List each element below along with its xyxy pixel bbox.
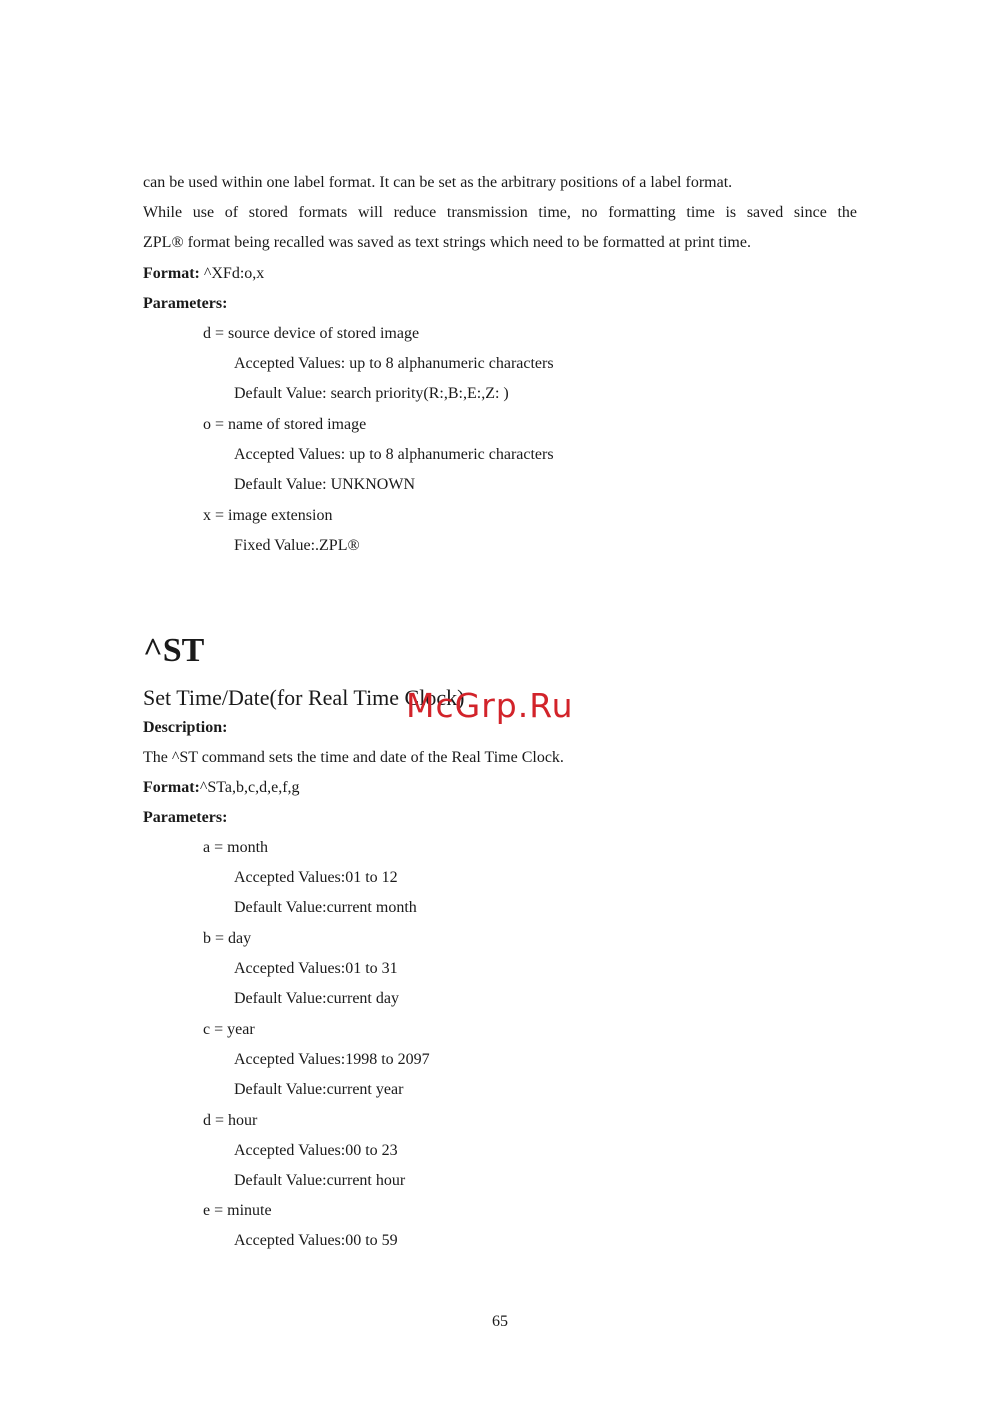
st-format-value: ^STa,b,c,d,e,f,g (199, 779, 300, 796)
xf-parameters-label: Parameters: (143, 295, 228, 312)
xf-param-o: o = name of stored image (203, 416, 367, 433)
st-param-d-accepted: Accepted Values:00 to 23 (234, 1142, 398, 1159)
xf-param-o-accepted: Accepted Values: up to 8 alphanumeric characters (234, 446, 554, 463)
xf-param-o-default: Default Value: UNKNOWN (234, 476, 415, 493)
xf-param-x-fixed: Fixed Value:.ZPL® (234, 537, 360, 554)
xf-format-label: Format: (143, 265, 200, 282)
st-parameters-label: Parameters: (143, 809, 228, 826)
xf-param-x: x = image extension (203, 507, 333, 524)
xf-param-d-default: Default Value: search priority(R:,B:,E:,Z: ) (234, 385, 509, 402)
xf-format-line (143, 264, 264, 284)
page-number: 65 (492, 1313, 508, 1330)
xf-param-d: d = source device of stored image (203, 325, 420, 342)
st-command-subtitle: Set Time/Date(for Real Time Clock) (143, 685, 465, 710)
st-param-a: a = month (203, 839, 269, 856)
st-format-label: Format: (143, 779, 200, 796)
xf-format-value: ^XFd:o,x (199, 265, 265, 282)
st-param-c-default: Default Value:current year (234, 1081, 404, 1098)
watermark-logo: McGrp.Ru (406, 686, 574, 725)
st-param-b-default: Default Value:current day (234, 990, 399, 1007)
xf-param-d-accepted: Accepted Values: up to 8 alphanumeric characters (234, 355, 554, 372)
intro-line-2: While use of stored formats will reduce transmission time, no formatting time is saved since the (143, 204, 857, 221)
st-param-a-default: Default Value:current month (234, 899, 417, 916)
st-param-b: b = day (203, 930, 252, 947)
st-param-e: e = minute (203, 1202, 272, 1219)
st-description-label: Description: (143, 719, 228, 736)
st-description-text: The ^ST command sets the time and date of the Real Time Clock. (143, 749, 564, 766)
intro-line-1: can be used within one label format. It can be set as the arbitrary positions of a label format. (143, 174, 733, 191)
st-param-e-accepted: Accepted Values:00 to 59 (234, 1232, 398, 1249)
st-param-d-default: Default Value:current hour (234, 1172, 406, 1189)
st-param-a-accepted: Accepted Values:01 to 12 (234, 869, 398, 886)
st-param-c: c = year (203, 1021, 255, 1038)
st-param-c-accepted: Accepted Values:1998 to 2097 (234, 1051, 430, 1068)
st-format-line (143, 778, 300, 798)
st-command-heading: ^ST (143, 632, 205, 669)
st-param-d: d = hour (203, 1112, 258, 1129)
intro-line-3: ZPL® format being recalled was saved as text strings which need to be formatted at print time. (143, 234, 751, 251)
st-param-b-accepted: Accepted Values:01 to 31 (234, 960, 398, 977)
